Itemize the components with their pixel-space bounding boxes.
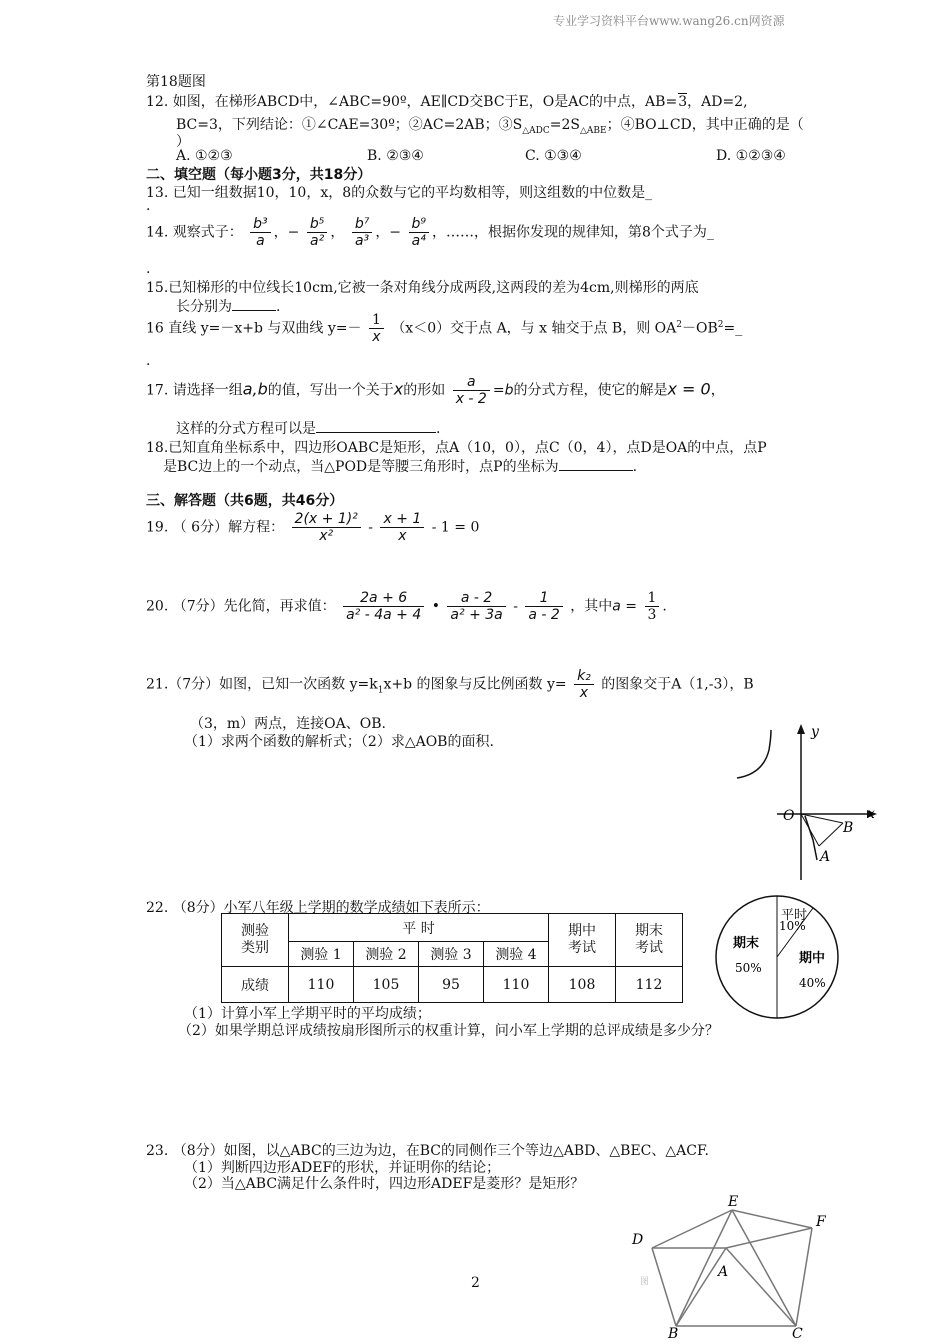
header-midterm: 期中 考试 (549, 914, 616, 967)
header-regular: 平 时 (289, 914, 549, 942)
vertex-c: C (792, 1326, 803, 1338)
pie-label-regular: 平时 (781, 908, 808, 923)
weight-pie-chart (715, 895, 840, 1020)
question-12-line3: ） (176, 134, 190, 150)
question-16: 16 直线 y=－x+b 与双曲线 y=－ $\frac{1}{x}$ （x＜0）交于点 A，与 x 轴交于点 B，则 $OA^2-OB^2=\_$ (146, 312, 743, 346)
question-17: 17. 请选择一组a,b的值，写出一个关于x的形如 $\frac{a}{x - 2}$ =b的分式方程，使它的解是x = 0， (146, 374, 725, 408)
header-category: 测验 类别 (222, 914, 289, 967)
score-table (221, 913, 683, 1003)
vertex-e: E (728, 1194, 739, 1210)
question-12-line2: BC=3，下列结论：①∠CAE=30º；②AC=2AB；$③S_{\triangle ADC}=2S_{\triangle ABE}$；④BO⊥CD，其中正确的是（ (176, 117, 804, 136)
graph-label-a: A (820, 849, 831, 865)
vertex-b: B (668, 1326, 679, 1338)
score-cell: 108 (549, 967, 616, 1003)
question-16-cont: . (146, 353, 151, 369)
edge-af (726, 1228, 812, 1248)
question-21-line2: （3，m）两点，连接OA、OB. (190, 716, 386, 732)
question-18-line2: 是BC边上的一个动点，当△POD是等腰三角形时，点P的坐标为 . (163, 459, 638, 475)
question-13-cont: . (146, 198, 151, 214)
score-cell: 112 (616, 967, 683, 1003)
vertex-a: A (718, 1264, 729, 1280)
page-number: 2 (471, 1275, 480, 1291)
question-23-part1: （1）判断四边形ADEF的形状，并证明你的结论； (184, 1160, 501, 1176)
edge-db (652, 1248, 676, 1326)
question-14: 14. 观察式子： $\frac{\text{b³}}{a}$ ，− $\frac{\text{b⁵}}{\text{a²}}$ ， $\frac{\text{b⁷}}{\text{a³}}$ ，− $\frac{\text{b⁹}}{\text{a⁴}}$ ，……，根据你发现的规律知，第8个式子为_ (146, 216, 714, 250)
pie-percent-regular: 10% (779, 919, 806, 933)
edge-fc (796, 1228, 812, 1326)
question-22-line1: 22. （8分）小军八年级上学期的数学成绩如下表所示： (146, 900, 490, 916)
vertex-d: D (632, 1232, 644, 1248)
score-cell: 110 (289, 967, 354, 1003)
question-23-part2: （2）当△ABC满足什么条件时，四边形ADEF是菱形？是矩形？ (184, 1176, 585, 1192)
score-cell: 110 (484, 967, 549, 1003)
edge-ba (676, 1248, 729, 1326)
edge-ef (732, 1210, 812, 1228)
graph-label-y: y (811, 724, 819, 740)
row-label-score: 成绩 (222, 967, 289, 1003)
question-22-part1: （1）计算小军上学期平时的平均成绩； (184, 1006, 431, 1022)
question-13: 13. 已知一组数据10，10，x，8的众数与它的平均数相等，则这组数的中位数是_ (146, 185, 653, 201)
edge-ac (726, 1248, 796, 1326)
header-test-4: 测验 4 (484, 942, 549, 967)
question-22-part2: （2）如果学期总评成绩按扇形图所示的权重计算，问小军上学期的总评成绩是多少分？ (178, 1023, 719, 1039)
vertex-f: F (816, 1214, 826, 1230)
option-d: D. ①②③④ (716, 148, 786, 164)
edge-ec (732, 1210, 796, 1326)
function-graph (725, 720, 885, 880)
option-c: C. ①③④ (525, 148, 582, 164)
question-15-line2: 长分别为 . (176, 299, 281, 315)
segment-ab (819, 823, 843, 846)
header-source: 专业学习资料平台www.wang26.cn网资源 (553, 14, 785, 28)
y-axis-arrow (797, 724, 805, 734)
header-final: 期末 考试 (616, 914, 683, 967)
header-test-3: 测验 3 (419, 942, 484, 967)
header-test-2: 测验 2 (354, 942, 419, 967)
option-a: A. ①②③ (176, 148, 233, 164)
question-23-line1: 23. （8分）如图，以△ABC的三边为边，在BC的同侧作三个等边△ABD、△BEC、△ACF. (146, 1143, 709, 1159)
graph-label-o: O (783, 808, 795, 824)
question-18-line1: 18.已知直角坐标系中，四边形OABC是矩形，点A（10，0），点C（0，4），点D是OA的中点，点P (146, 440, 767, 456)
score-cell: 105 (354, 967, 419, 1003)
option-b: B. ②③④ (367, 148, 424, 164)
section-2-title: 二、填空题（每小题3分，共18分） (146, 167, 372, 183)
pie-label-midterm: 期中 (799, 951, 826, 966)
question-20: 20. （7分）先化简，再求值： $\frac{2a + 6}{\text{a² - 4a + 4}}$ • $\frac{a - 2}{\text{a² + 3a}}$ - $\frac{1}{a - 2}$ ，其中a = $\frac{1}{3}$ . (146, 590, 667, 624)
header-test-1: 测验 1 (289, 942, 354, 967)
graph-label-b: B (843, 820, 854, 836)
score-cell: 95 (419, 967, 484, 1003)
triangle-figure (620, 1188, 840, 1338)
question-21-line1: 21.（7分）如图，已知一次函数 $y=k_1x+b$ 的图象与反比例函数 y= $\frac{\text{k₂}}{x}$ 的图象交于A（1,-3），B (146, 668, 754, 702)
pie-percent-midterm: 40% (799, 976, 826, 990)
figure-caption: 第18题图 (146, 74, 206, 90)
segment-oa (801, 814, 819, 846)
graph-label-x: x (867, 806, 875, 822)
question-15-line1: 15.已知梯形的中位线长10cm,它被一条对角线分成两段,这两段的差为4cm,则梯形的两底 (146, 280, 699, 296)
hyperbola-left (737, 730, 771, 778)
edge-de (652, 1210, 732, 1248)
pie-label-final: 期末 (733, 936, 760, 951)
figure-small-mark: 图 (640, 1277, 650, 1287)
question-17-line2: 这样的分式方程可以是 . (176, 421, 441, 437)
question-14-cont: . (146, 261, 151, 277)
hyperbola-right (805, 816, 817, 860)
question-19: 19. （ 6分）解方程： $\frac{\text{2(x + 1)²}}{\text{x²}}$ - $\frac{x + 1}{x}$ - 1 = 0 (146, 511, 480, 545)
section-3-title: 三、解答题（共6题，共46分） (146, 493, 344, 509)
pie-percent-final: 50% (735, 961, 762, 975)
question-12-line1: 12. 如图，在梯形ABCD中，∠ABC=90º，AE∥CD交BC于E，O是AC的中点，AB=3，AD=2, (146, 94, 748, 110)
question-21-line3: （1）求两个函数的解析式；（2）求△AOB的面积. (184, 734, 494, 750)
